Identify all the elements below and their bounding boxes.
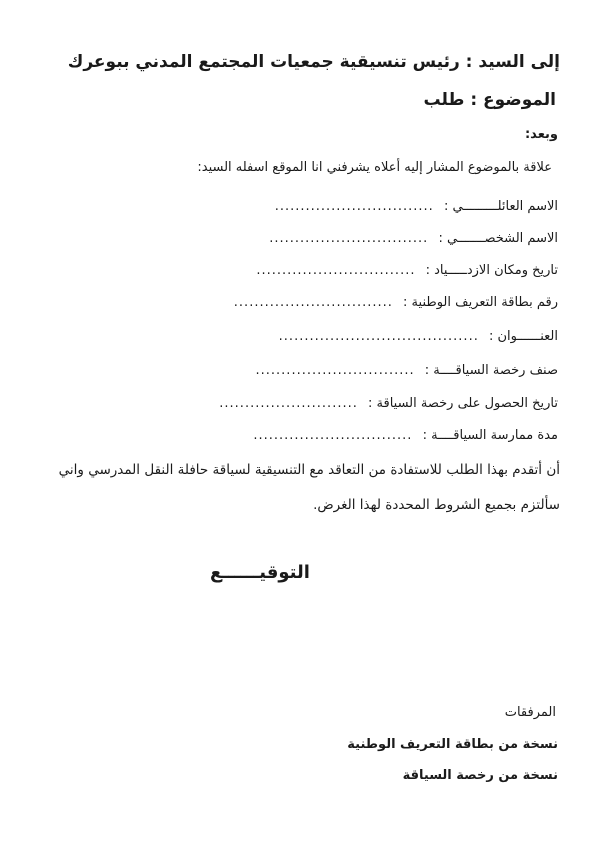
field-blank: ............................... (255, 363, 415, 378)
body-paragraph-line-2: سألتزم بجميع الشروط المحددة لهذا الغرض. (313, 497, 560, 513)
body-paragraph-line-1: أن أتقدم بهذا الطلب للاستفادة من التعاقد مع التنسيقية لسياقة حافلة النقل المدرسي واني (58, 462, 560, 478)
field-blank: ....................................... (278, 329, 479, 344)
field-label: رقم بطاقة التعريف الوطنية : (403, 295, 558, 310)
field-label: الاسم الشخصـــــــي : (438, 231, 558, 246)
attachment-item: نسخة من بطاقة التعريف الوطنية (347, 737, 558, 752)
field-label: صنف رخصة السياقــــة : (424, 363, 558, 378)
field-label: مدة ممارسة السياقــــة : (422, 428, 558, 443)
intro-paragraph: علاقة بالموضوع المشار إليه أعلاه يشرفني انا الموقع اسفله السيد: (197, 160, 552, 175)
field-first-name (30, 231, 558, 246)
field-address (30, 329, 558, 344)
attachments-title: المرفقات (504, 705, 556, 720)
field-national-id (30, 295, 558, 310)
field-license-date (30, 396, 558, 411)
addressee-line: إلى السيد : رئيس تنسيقية جمعيات المجتمع المدني ببوعرك (67, 52, 560, 72)
attachment-item: نسخة من رخصة السياقة (402, 768, 558, 783)
field-blank: ............................... (274, 199, 434, 214)
field-birth-date-place (30, 263, 558, 278)
field-blank: ........................... (219, 396, 358, 411)
field-label: العنــــــوان : (488, 329, 558, 344)
field-driving-experience (30, 428, 558, 443)
greeting: وبعد: (524, 127, 558, 142)
field-family-name (30, 199, 558, 214)
field-blank: ............................... (253, 428, 413, 443)
field-license-class (30, 363, 558, 378)
subject-line: الموضوع : طلب (423, 90, 556, 110)
field-label: الاسم العائلـــــــــي : (443, 199, 558, 214)
field-label: تاريخ ومكان الازدـــــياد : (425, 263, 558, 278)
field-blank: ............................... (233, 295, 393, 310)
field-blank: ............................... (269, 231, 429, 246)
field-blank: ............................... (256, 263, 416, 278)
field-label: تاريخ الحصول على رخصة السياقة : (368, 396, 558, 411)
signature-heading: التوقيــــــع (210, 562, 310, 583)
